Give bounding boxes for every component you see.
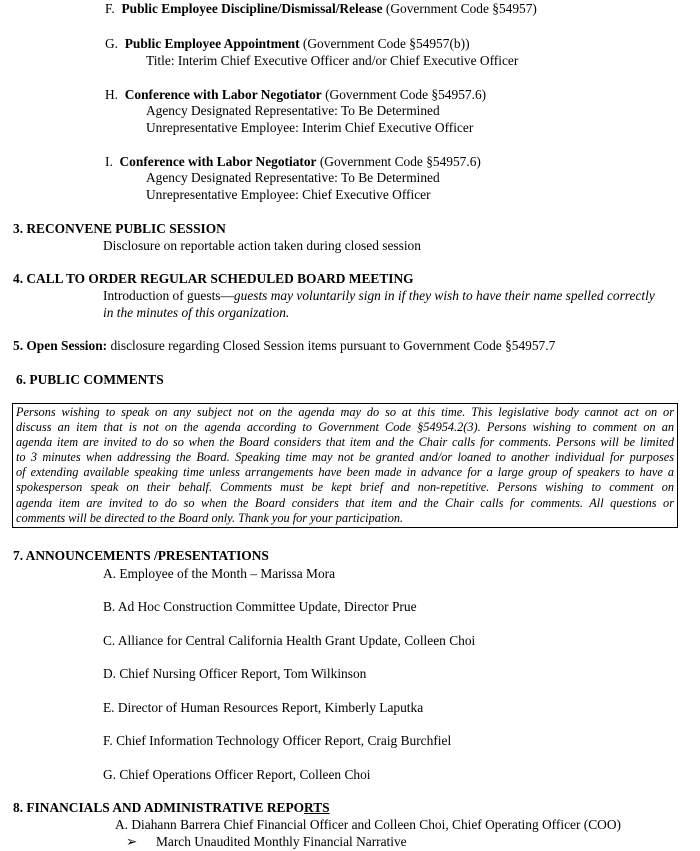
announcement-item: D. Chief Nursing Officer Report, Tom Wilkinson bbox=[103, 666, 367, 681]
section-3-heading: 3. RECONVENE PUBLIC SESSION bbox=[13, 221, 226, 236]
closed-item-detail: Agency Designated Representative: To Be Determined bbox=[146, 170, 440, 185]
section-4-heading: 4. CALL TO ORDER REGULAR SCHEDULED BOARD MEETING bbox=[13, 271, 414, 286]
closed-item-title: Public Employee Appointment bbox=[124, 36, 300, 51]
notice-line: discuss an item that is not on the agenda according to Government Code §54954.2(3). Persons wishing to comment on an bbox=[16, 420, 674, 435]
closed-item-g: G. Public Employee Appointment (Government Code §54957(b)) bbox=[105, 36, 470, 51]
announcement-item: E. Director of Human Resources Report, Kimberly Laputka bbox=[103, 700, 424, 715]
closed-item-code: (Government Code §54957) bbox=[382, 1, 537, 16]
closed-item-code: (Government Code §54957.6) bbox=[321, 87, 487, 102]
closed-item-detail: Agency Designated Representative: To Be Determined bbox=[146, 103, 440, 118]
announcement-item: G. Chief Operations Officer Report, Colleen Choi bbox=[103, 767, 371, 782]
closed-item-detail: Unrepresentative Employee: Interim Chief Executive Officer bbox=[146, 120, 474, 135]
notice-line: comments will be directed to the Board only. Thank you for your participation. bbox=[16, 510, 404, 525]
closed-item-title: Conference with Labor Negotiator bbox=[119, 154, 317, 169]
section-5-heading: 5. Open Session: bbox=[13, 338, 108, 353]
announcement-item: B. Ad Hoc Construction Committee Update, Director Prue bbox=[103, 599, 417, 614]
arrow-bullet-icon: ➢ bbox=[126, 834, 138, 849]
notice-line: to 3 minutes when addressing the Board. Speaking time may not be granted and/or loaned to another individual for purposes bbox=[16, 450, 674, 465]
notice-line: of extending available speaking time unless arrangements have been made in advance for a large group of speakers to have a bbox=[16, 465, 674, 480]
closed-item-detail: Title: Interim Chief Executive Officer and/or Chief Executive Officer bbox=[146, 53, 519, 68]
closed-item-f: F. Public Employee Discipline/Dismissal/Release (Government Code §54957) bbox=[105, 1, 537, 16]
closed-item-i: I. Conference with Labor Negotiator (Government Code §54957.6) bbox=[105, 154, 481, 169]
closed-item-code: (Government Code §54957(b)) bbox=[299, 36, 470, 51]
section-8-heading: 8. FINANCIALS AND ADMINISTRATIVE REPORTS bbox=[13, 800, 330, 815]
section-5-text: disclosure regarding Closed Session items pursuant to Government Code §54957.7 bbox=[107, 338, 556, 353]
notice-line: agenda item are invited to do so when the Board considers that item and the Chair calls for comments. All questions or bbox=[16, 495, 674, 510]
notice-line: spokesperson speak on their behalf. Comments must be kept brief and non-repetitive. Persons wishing to comment on bbox=[16, 480, 674, 495]
section-5 bbox=[13, 337, 555, 354]
notice-line: Persons wishing to speak on any subject not on the agenda may do so at this time. This legislative body cannot act on or bbox=[16, 405, 674, 419]
section-4-intro-cont: in the minutes of this organization. bbox=[103, 305, 290, 320]
notice-line: agenda item are invited to do so when the Board considers that item and the Chair calls for comments. Persons will be limited bbox=[16, 435, 674, 450]
financial-bullet: ➢ March Unaudited Monthly Financial Narrative bbox=[126, 834, 407, 849]
closed-item-title: Conference with Labor Negotiator bbox=[124, 87, 322, 102]
section-6-heading: 6. PUBLIC COMMENTS bbox=[16, 372, 164, 387]
closed-item-detail: Unrepresentative Employee: Chief Executive Officer bbox=[146, 187, 431, 202]
financial-item-a: A. Diahann Barrera Chief Financial Officer and Colleen Choi, Chief Operating Officer (COO) bbox=[115, 817, 621, 832]
announcement-item: A. Employee of the Month – Marissa Mora bbox=[103, 566, 336, 581]
section-4-intro: Introduction of guests—guests may voluntarily sign in if they wish to have their name spelled correctly bbox=[103, 288, 655, 303]
announcement-item: F. Chief Information Technology Officer Report, Craig Burchfiel bbox=[103, 733, 452, 748]
closed-item-title: Public Employee Discipline/Dismissal/Release bbox=[121, 1, 383, 16]
section-7-heading: 7. ANNOUNCEMENTS /PRESENTATIONS bbox=[13, 548, 269, 563]
closed-item-code: (Government Code §54957.6) bbox=[316, 154, 481, 169]
public-comments-notice-box bbox=[12, 403, 678, 528]
closed-item-h: H. Conference with Labor Negotiator (Government Code §54957.6) bbox=[105, 87, 487, 102]
announcement-item: C. Alliance for Central California Health Grant Update, Colleen Choi bbox=[103, 633, 476, 648]
section-3-text: Disclosure on reportable action taken during closed session bbox=[103, 238, 421, 253]
